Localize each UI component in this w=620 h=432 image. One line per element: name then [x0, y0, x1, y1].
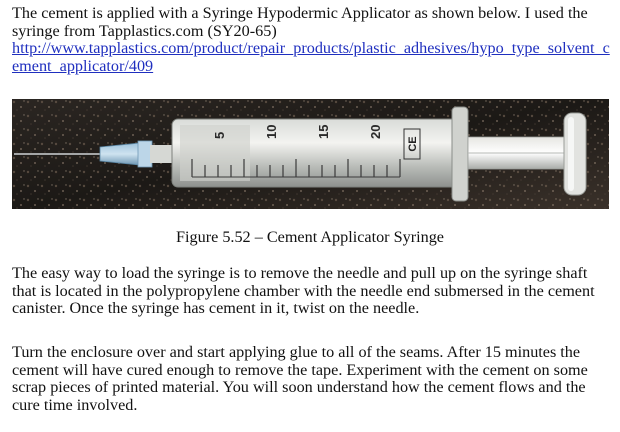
tapplastics-link[interactable]: http://www.tapplastics.com/product/repair_products/plastic_adhesives/hypo_type_solvent_cement_applicator/409 [12, 39, 610, 75]
scale-number-5: 5 [212, 131, 227, 139]
figure-caption: Figure 5.52 – Cement Applicator Syringe [176, 228, 444, 246]
syringe-photo [12, 99, 609, 209]
loading-paragraph: The easy way to load the syringe is to remove the needle and pull up on the syringe shaft that is located in the polypropylene chamber with the needle end submersed in the cement canister. Once the syringe has cement in it, twist on the needle. [12, 264, 595, 317]
scale-number-20: 20 [368, 124, 383, 139]
intro-text: The cement is applied with a Syringe Hypodermic Applicator as shown below. I used the syringe from Tapplastics.com (SY20-65) [12, 4, 588, 40]
syringe-icon [12, 99, 609, 209]
scale-number-15: 15 [316, 124, 331, 139]
applying-paragraph: Turn the enclosure over and start applying glue to all of the seams. After 15 minutes the cement will have cured enough to remove the tape. Experiment with the cement on some scrap pieces of printed material. You will soon understand how the cement flows and the cure time involved. [12, 343, 588, 414]
scale-number-10: 10 [264, 124, 279, 139]
intro-paragraph [12, 5, 610, 75]
ce-marking: CE [407, 136, 419, 152]
